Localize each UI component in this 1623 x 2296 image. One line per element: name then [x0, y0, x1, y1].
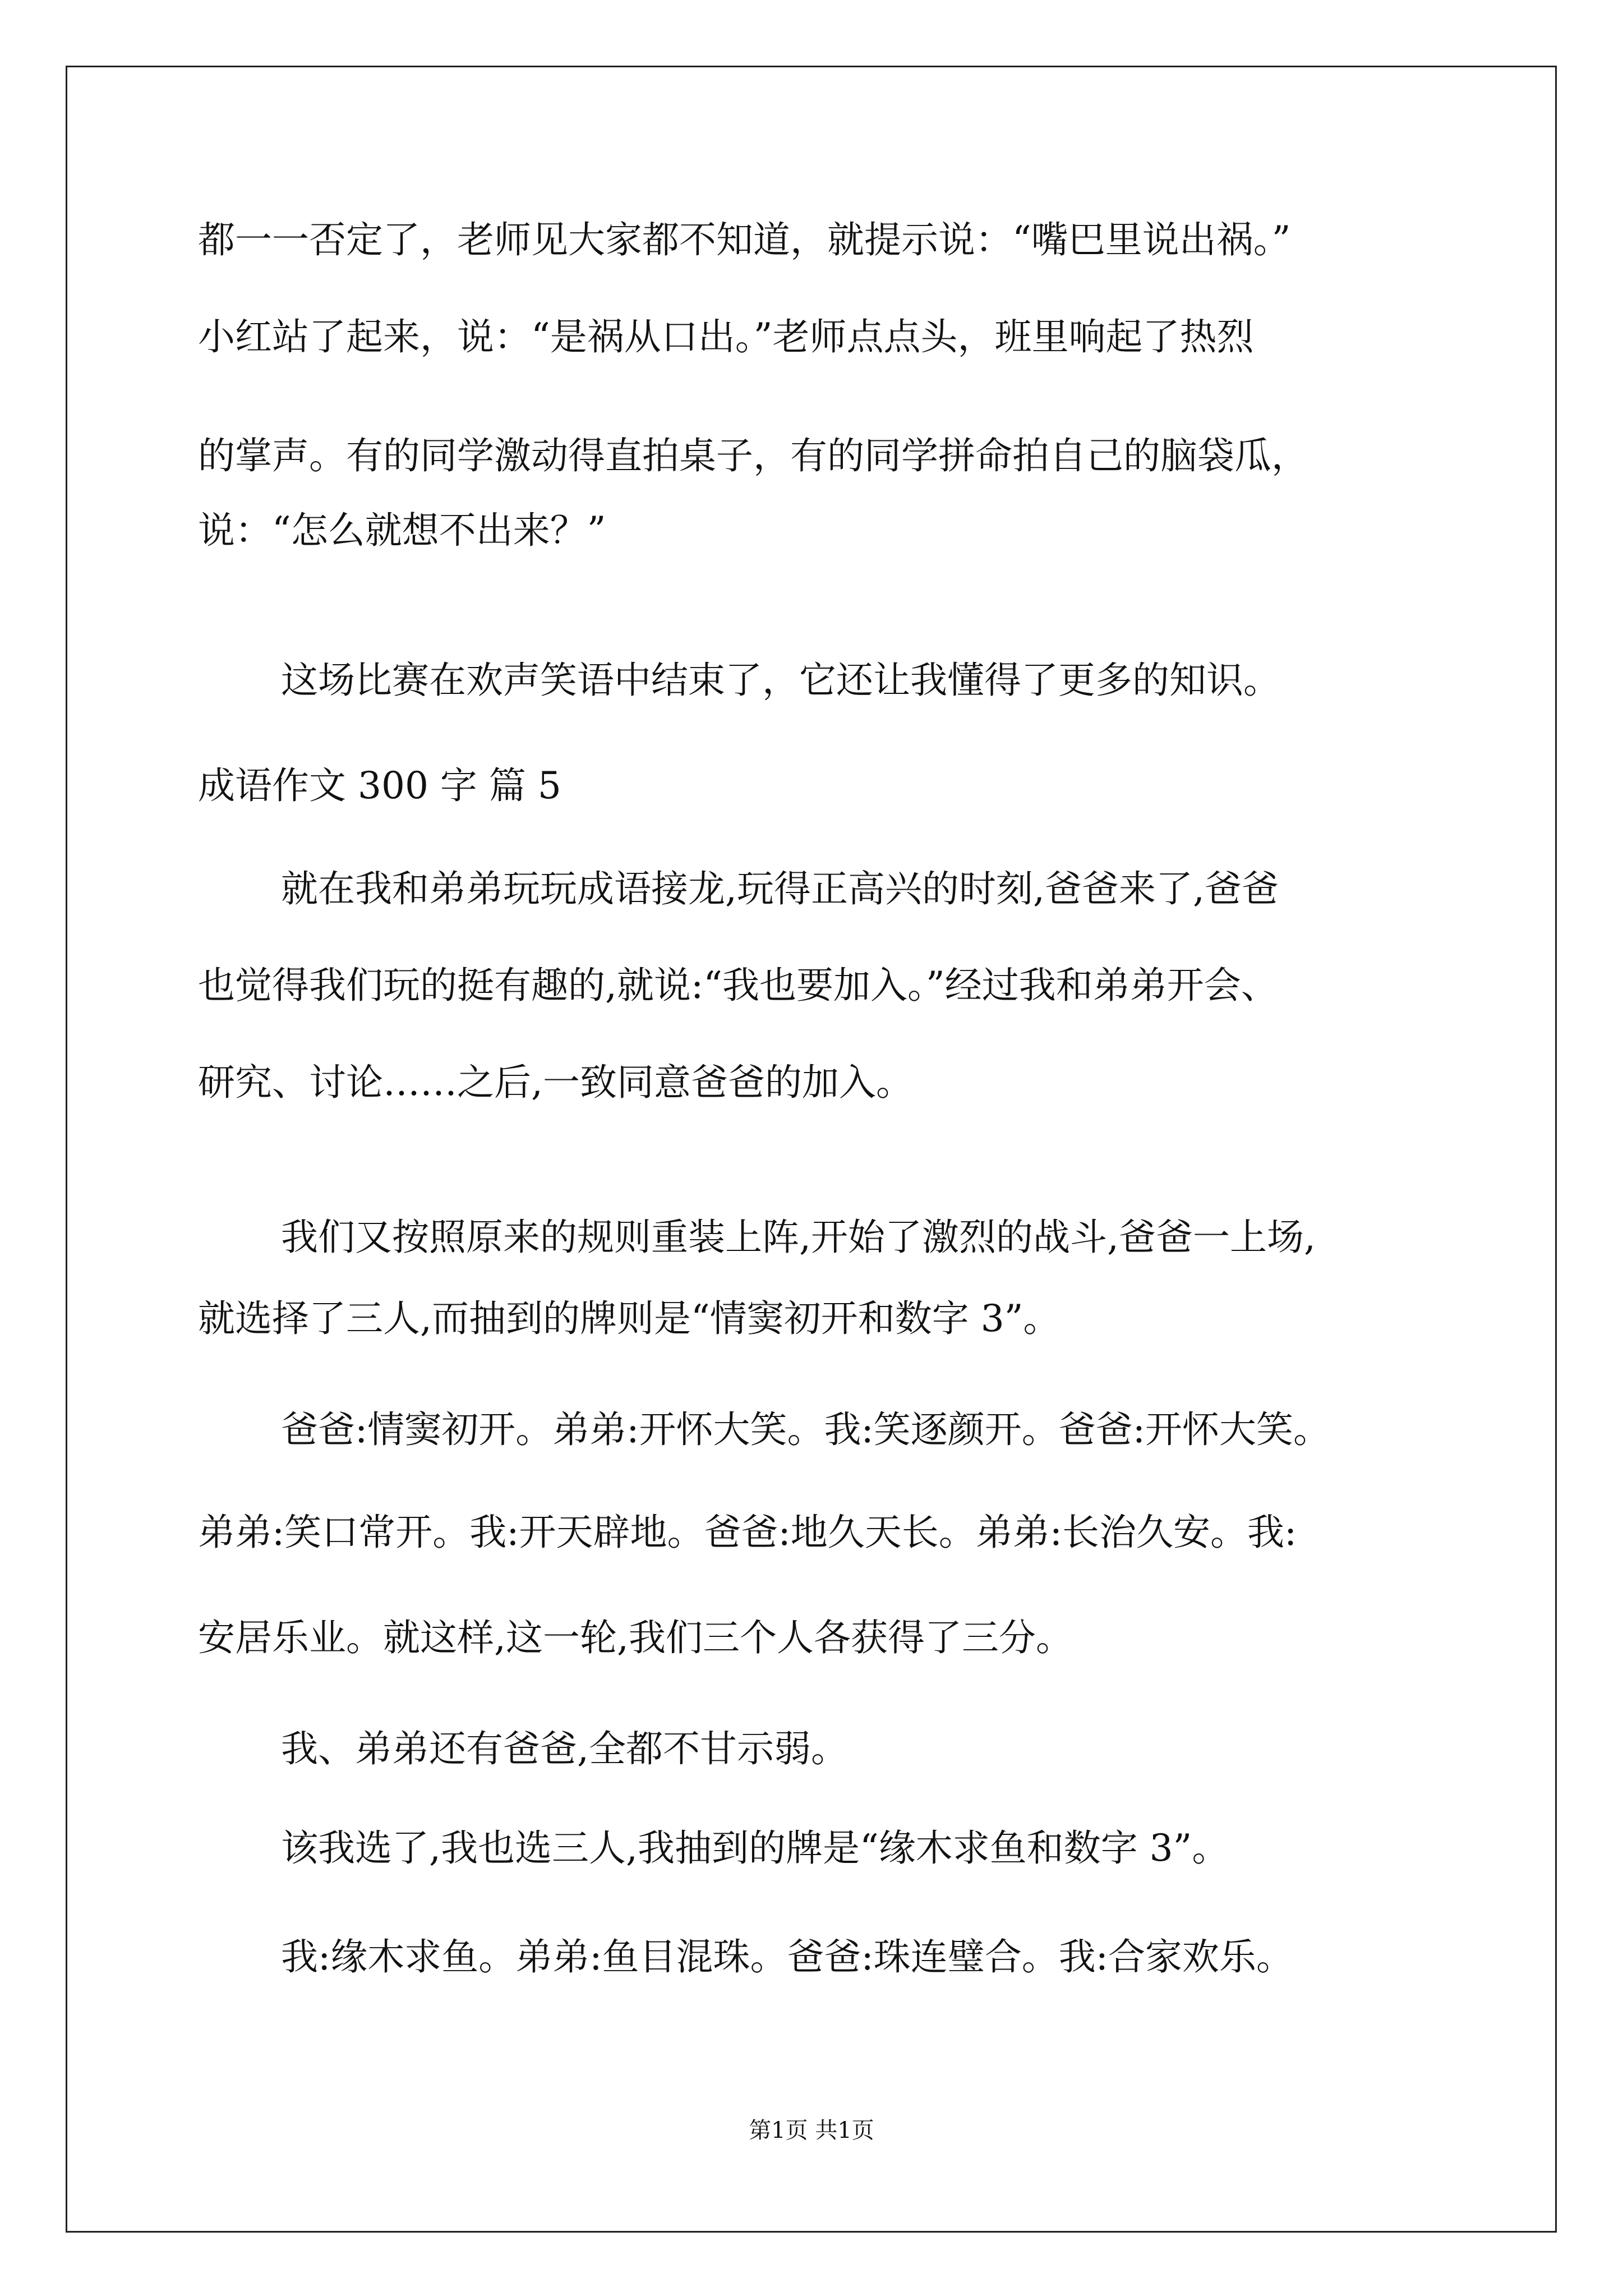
paragraph-line: 我们又按照原来的规则重装上阵,开始了激烈的战斗,爸爸一上场,	[281, 1216, 1316, 1259]
body-line-2: 小红站了起来，说：“是祸从口出。”老师点点头，班里响起了热烈	[198, 315, 1254, 358]
paragraph-line: 就在我和弟弟玩玩成语接龙,玩得正高兴的时刻,爸爸来了,爸爸	[281, 867, 1279, 910]
page-border	[66, 66, 1557, 2233]
paragraph-line: 该我选了,我也选三人,我抽到的牌是“缘木求鱼和数字 3”。	[281, 1826, 1229, 1870]
body-line-3: 的掌声。有的同学激动得直拍桌子，有的同学拼命拍自己的脑袋瓜，	[198, 434, 1308, 477]
paragraph-line: 这场比赛在欢声笑语中结束了，它还让我懂得了更多的知识。	[281, 659, 1280, 702]
body-line: 安居乐业。就这样,这一轮,我们三个人各获得了三分。	[198, 1616, 1073, 1659]
body-line: 弟弟:笑口常开。我:开天辟地。爸爸:地久天长。弟弟:长治久安。我:	[198, 1511, 1297, 1554]
body-line: 研究、讨论……之后,一致同意爸爸的加入。	[198, 1061, 913, 1104]
paragraph-line: 我、弟弟还有爸爸,全都不甘示弱。	[281, 1727, 848, 1770]
body-line-1: 都一一否定了，老师见大家都不知道，就提示说：“嘴巴里说出祸。”	[198, 218, 1291, 261]
page-footer: 第1页 共1页	[749, 2118, 874, 2143]
body-line-4: 说：“怎么就想不出来？”	[198, 509, 606, 552]
paragraph-line: 爸爸:情窦初开。弟弟:开怀大笑。我:笑逐颜开。爸爸:开怀大笑。	[281, 1408, 1330, 1451]
section-heading: 成语作文 300 字 篇 5	[198, 764, 561, 807]
body-line: 就选择了三人,而抽到的牌则是“情窦初开和数字 3”。	[198, 1297, 1061, 1340]
body-line: 也觉得我们玩的挺有趣的,就说:“我也要加入。”经过我和弟弟开会、	[198, 964, 1278, 1007]
paragraph-line: 我:缘木求鱼。弟弟:鱼目混珠。爸爸:珠连璧合。我:合家欢乐。	[281, 1935, 1293, 1978]
